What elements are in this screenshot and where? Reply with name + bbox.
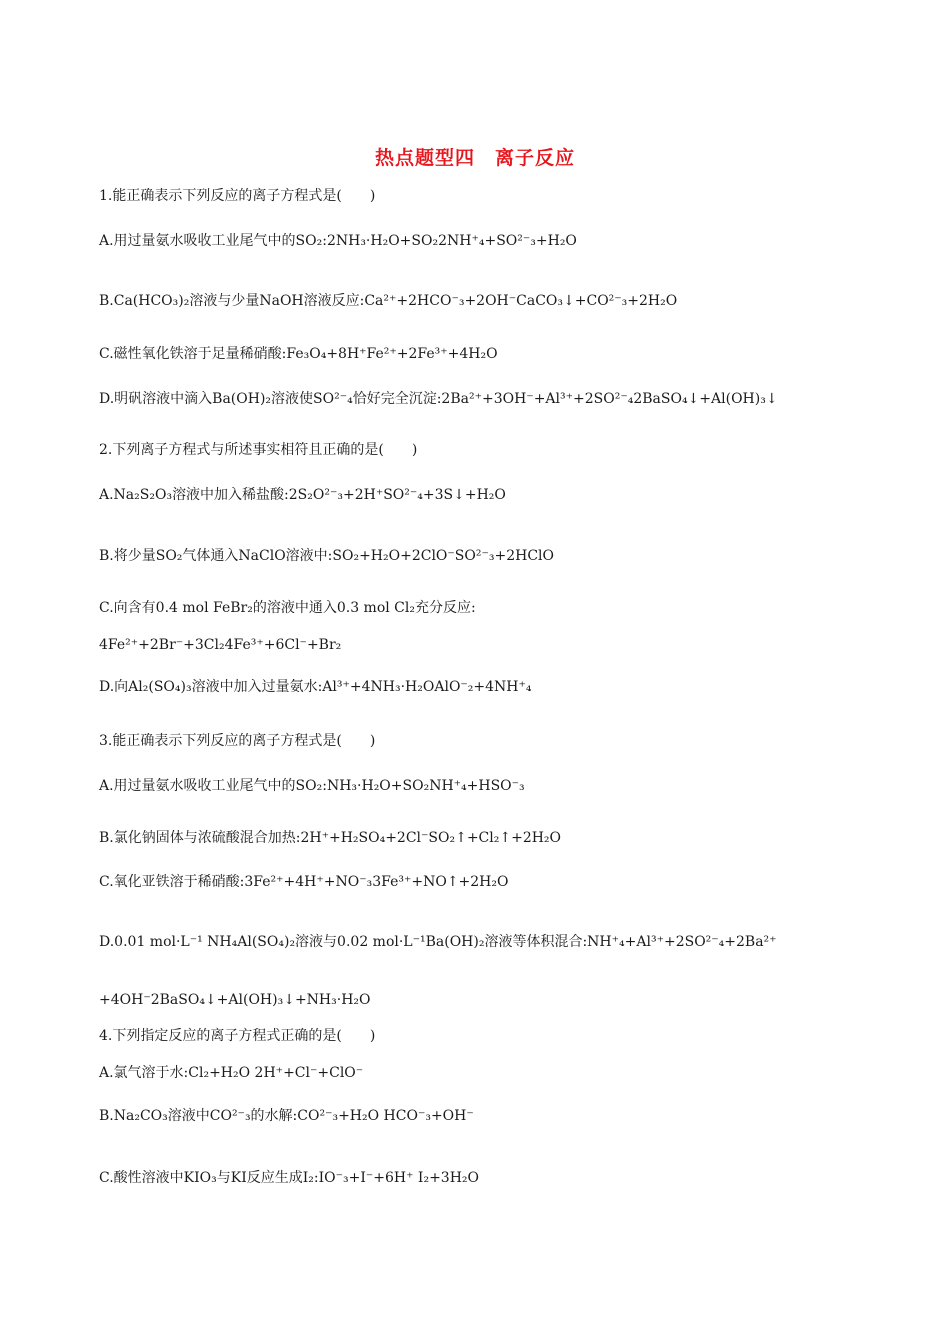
- page-title: 热点题型四 离子反应: [374, 147, 575, 169]
- question-4-option-a: A.氯气溶于水:Cl₂+H₂O 2H⁺+Cl⁻+ClO⁻: [99, 1065, 364, 1081]
- question-4-option-b: B.Na₂CO₃溶液中CO²⁻₃的水解:CO²⁻₃+H₂O HCO⁻₃+OH⁻: [99, 1108, 474, 1124]
- question-4-option-c: C.酸性溶液中KIO₃与KI反应生成I₂:IO⁻₃+I⁻+6H⁺ I₂+3H₂O: [99, 1170, 480, 1186]
- question-2-stem: 2.下列离子方程式与所述事实相符且正确的是( ): [99, 442, 418, 458]
- question-2-option-a: A.Na₂S₂O₃溶液中加入稀盐酸:2S₂O²⁻₃+2H⁺SO²⁻₄+3S↓+H₂O: [99, 487, 506, 503]
- question-2-option-d: D.向Al₂(SO₄)₃溶液中加入过量氨水:Al³⁺+4NH₃·H₂OAlO⁻₂+4NH⁺₄: [99, 679, 532, 695]
- question-3-option-b: B.氯化钠固体与浓硫酸混合加热:2H⁺+H₂SO₄+2Cl⁻SO₂↑+Cl₂↑+2H₂O: [99, 830, 562, 846]
- question-1-option-b: B.Ca(HCO₃)₂溶液与少量NaOH溶液反应:Ca²⁺+2HCO⁻₃+2OH⁻CaCO₃↓+CO²⁻₃+2H₂O: [99, 293, 678, 309]
- question-3-option-d-continued: +4OH⁻2BaSO₄↓+Al(OH)₃↓+NH₃·H₂O: [99, 992, 371, 1008]
- question-1-stem: 1.能正确表示下列反应的离子方程式是( ): [99, 188, 376, 204]
- question-3-option-c: C.氧化亚铁溶于稀硝酸:3Fe²⁺+4H⁺+NO⁻₃3Fe³⁺+NO↑+2H₂O: [99, 874, 509, 890]
- question-3-stem: 3.能正确表示下列反应的离子方程式是( ): [99, 733, 376, 749]
- question-1-option-d: D.明矾溶液中滴入Ba(OH)₂溶液使SO²⁻₄恰好完全沉淀:2Ba²⁺+3OH⁻+Al³⁺+2SO²⁻₄2BaSO₄↓+Al(OH)₃↓: [99, 391, 778, 407]
- question-1-option-a: A.用过量氨水吸收工业尾气中的SO₂:2NH₃·H₂O+SO₂2NH⁺₄+SO²⁻₃+H₂O: [99, 233, 577, 249]
- question-3-option-d: D.0.01 mol·L⁻¹ NH₄Al(SO₄)₂溶液与0.02 mol·L⁻¹Ba(OH)₂溶液等体积混合:NH⁺₄+Al³⁺+2SO²⁻₄+2Ba²⁺: [99, 934, 777, 950]
- question-2-option-c-equation: 4Fe²⁺+2Br⁻+3Cl₂4Fe³⁺+6Cl⁻+Br₂: [99, 637, 342, 653]
- question-4-stem: 4.下列指定反应的离子方程式正确的是( ): [99, 1028, 376, 1044]
- question-2-option-b: B.将少量SO₂气体通入NaClO溶液中:SO₂+H₂O+2ClO⁻SO²⁻₃+2HClO: [99, 548, 554, 564]
- question-3-option-a: A.用过量氨水吸收工业尾气中的SO₂:NH₃·H₂O+SO₂NH⁺₄+HSO⁻₃: [99, 778, 525, 794]
- question-1-option-c: C.磁性氧化铁溶于足量稀硝酸:Fe₃O₄+8H⁺Fe²⁺+2Fe³⁺+4H₂O: [99, 346, 498, 362]
- question-2-option-c: C.向含有0.4 mol FeBr₂的溶液中通入0.3 mol Cl₂充分反应:: [99, 600, 476, 616]
